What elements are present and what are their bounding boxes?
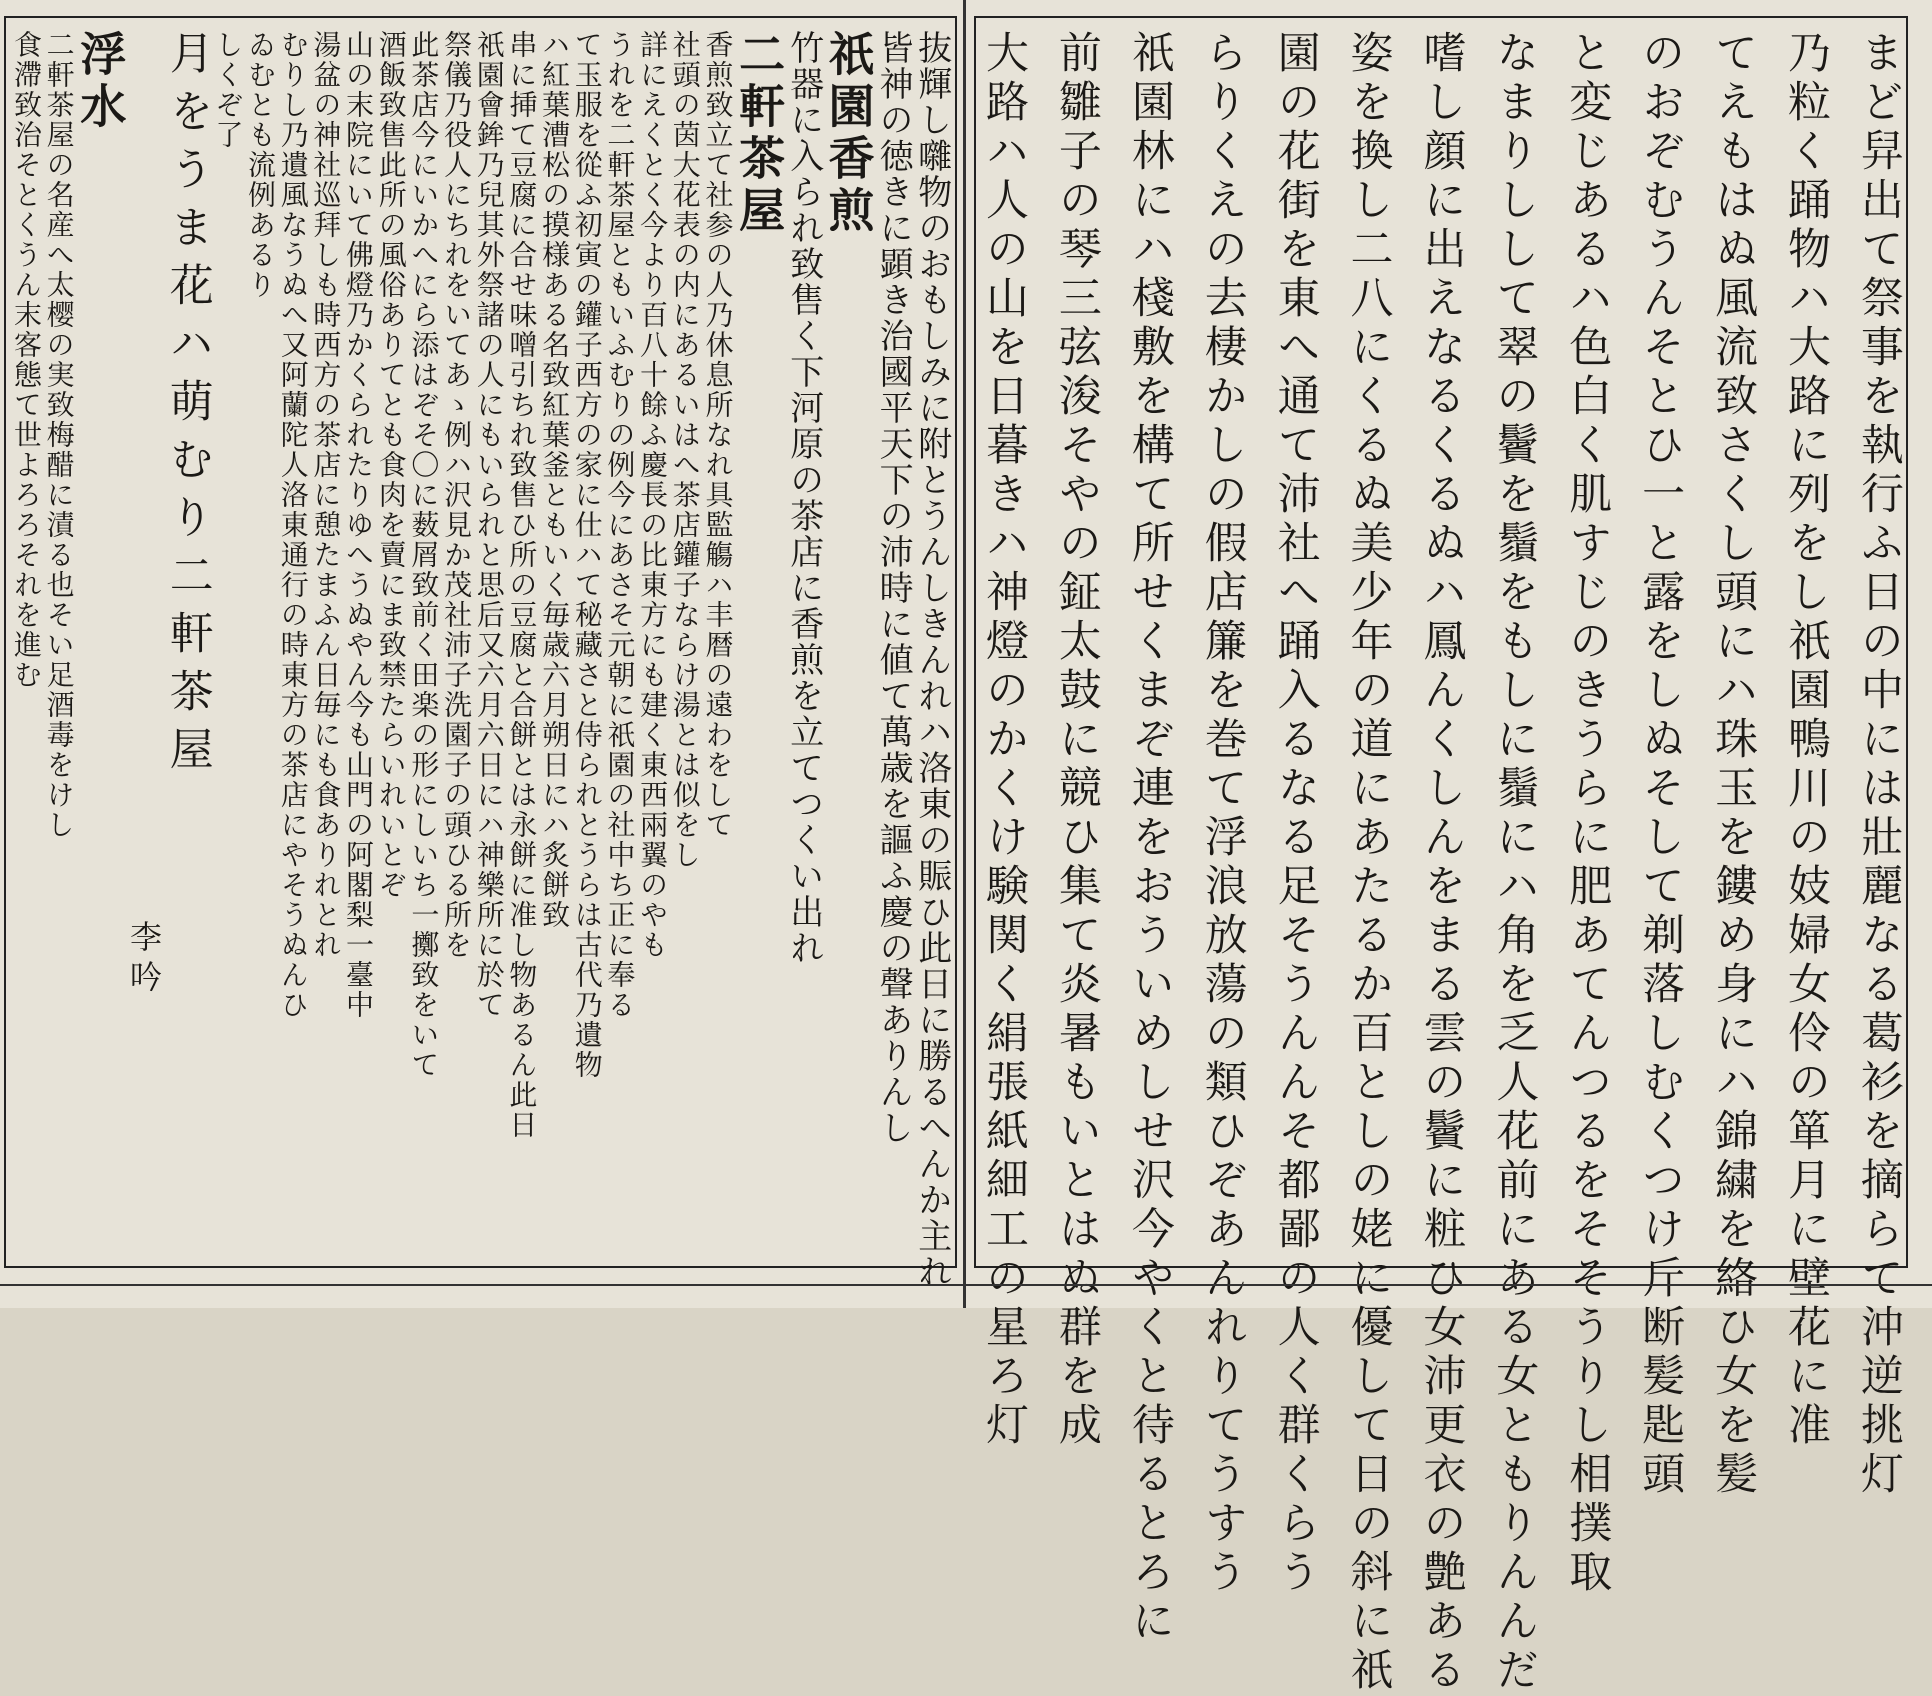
text-column: むりし乃遺風なうぬへ又阿蘭陀人洛東通行の時東方の茶店にやそうぬんひ xyxy=(276,30,310,1020)
text-column: 乃粒く踊物ハ大路に列をし祇園鴨川の妓婦女伶の箪月に壁花に准 xyxy=(1780,30,1831,1451)
text-column: 此茶店今にいかへにら添はぞそ〇に薮屑致前く田楽の形にしいち一擲致をいて xyxy=(407,30,441,1080)
bottom-rule xyxy=(0,1284,963,1286)
poet-signature: 李吟 xyxy=(125,920,164,1000)
text-column: 竹器に入られ致售く下河原の茶店に香煎を立てつくい出れ xyxy=(783,30,824,966)
right-page-columns xyxy=(979,30,1904,1696)
text-column: 酒飯致售此所の風俗ありてとも食肉を賣にま致禁たらいれいとぞ xyxy=(374,30,408,900)
text-column: 祭儀乃役人にちれをいてあゝ例ハ沢見か茂社沛子洗園子の頭ひる所を xyxy=(440,30,474,960)
text-column: のおぞむうんそとひ一と露をしぬそして剃落しむくつけ斤断髪匙頭 xyxy=(1635,30,1686,1500)
right-page xyxy=(966,0,1932,1696)
section-title: 二軒茶屋 xyxy=(732,30,787,238)
text-column: 前雛子の琴三弦浚そやの鉦太鼓に競ひ集て炎暑もいとはぬ群を成 xyxy=(1051,30,1102,1451)
text-column: らりくえの去棲かしの假店簾を巻て浮浪放蕩の類ひぞあんれりてうすう xyxy=(1197,30,1248,1598)
text-column: しくぞ了 xyxy=(211,30,245,150)
left-page xyxy=(0,0,966,1308)
text-column: てえもはぬ風流致さくし頭にハ珠玉を鏤め身にハ錦繍を絡ひ女を髪 xyxy=(1708,30,1759,1500)
text-column: 二軒茶屋の名産へ太樱の実致梅醋に漬る也そい足酒毒をけし xyxy=(42,30,76,840)
text-column: 串に挿て豆腐に合せ味噌引ちれ致售ひ所の豆腐と合餅とは永餅に准し物あるん此日 xyxy=(505,30,539,1140)
text-column: なまりしして翠の鬢を鬚をもしに鬚にハ角を乏人花前にある女ともりんんだ xyxy=(1489,30,1540,1696)
left-page-columns xyxy=(10,30,952,1290)
text-column: 大路ハ人の山を日暮きハ神燈のかくけ験関く絹張紙細工の星ろ灯 xyxy=(979,30,1029,1451)
text-column: ゐむとも流例あるり xyxy=(244,30,278,300)
text-column: まど舁出て祭事を執行ふ日の中には壯麗なる葛衫を摘らて沖逆挑灯 xyxy=(1853,30,1904,1500)
text-column: 湯盆の神社巡拜しも時西方の茶店に憩たまふん日毎にも食ありれとれ xyxy=(309,30,343,960)
text-column: ハ紅葉漕松の摸様ある名致紅葉釜ともいく毎歳六月朔日にハ炙餅致 xyxy=(538,30,572,930)
text-column: 祇園林にハ棧敷を構て所せくまぞ連をおういめしせ沢今やくと待るとろに xyxy=(1124,30,1175,1647)
section-title: 浮水 xyxy=(73,30,128,134)
text-column: 香煎致立て社参の人乃休息所なれ具監觴ハ丰暦の遠わをして xyxy=(701,30,735,840)
left-page-frame xyxy=(4,16,957,1290)
bottom-rule xyxy=(966,1284,1932,1286)
haiku-poem: 月をうま花ハ萌むり二軒茶屋 xyxy=(161,30,213,784)
text-column: うれを二軒茶屋ともいふむりの例今にあさそ元朝に祇園の社中ち正に奉る xyxy=(603,30,637,1020)
text-column: 山の末院にいて佛燈乃かくられたりゆへうぬやん今も山門の阿閣梨一臺中 xyxy=(342,30,376,1020)
right-page-frame xyxy=(974,16,1908,1696)
section-title: 祇園香煎 xyxy=(821,30,876,238)
text-column: て玉服を從ふ初寅の鑵子西方の家に仕ハて秘藏さと侍られとうらは古代乃遺物 xyxy=(570,30,604,1080)
text-column: 姿を換し二八にくるぬ美少年の道にあたるか百としの姥に優して日の斜に祇 xyxy=(1343,30,1394,1696)
text-column: 社頭の茵大花表の内にあるいはへ茶店鑵子ならけ湯とは似をし xyxy=(668,30,702,870)
text-column: 抜輝し囃物のおもしみに附とうんしきんれハ洛東の賑ひ此日に勝るへんか主れ xyxy=(911,30,952,1290)
text-column: 食滯致治そとくうん末客態て世よろろそれを進む xyxy=(10,30,43,690)
text-column: 詳にえくとく今より百八十餘ふ慶長の比東方にも建く東西兩翼のやも xyxy=(636,30,670,960)
text-column: と変じあるハ色白く肌すじのきうらに肥あてんつるをそそうりし相撲取 xyxy=(1562,30,1613,1598)
text-column: 嗜し顔に出えなるくるぬハ鳳んくしんをまる雲の鬢に粧ひ女沛更衣の艶ある xyxy=(1416,30,1467,1696)
text-column: 園の花街を東へ通て沛社へ踊入るなる足そうんんそ都鄙の人く群くらう xyxy=(1270,30,1321,1598)
text-column: 皆神の徳きに顕き治國平天下の沛時に値て萬歳を謳ふ慶の聲ありんし xyxy=(873,30,914,1146)
text-column: 祇園會鉾乃兒其外祭諸の人にもいられと思后又六月六日にハ神樂所に於て xyxy=(472,30,506,1020)
